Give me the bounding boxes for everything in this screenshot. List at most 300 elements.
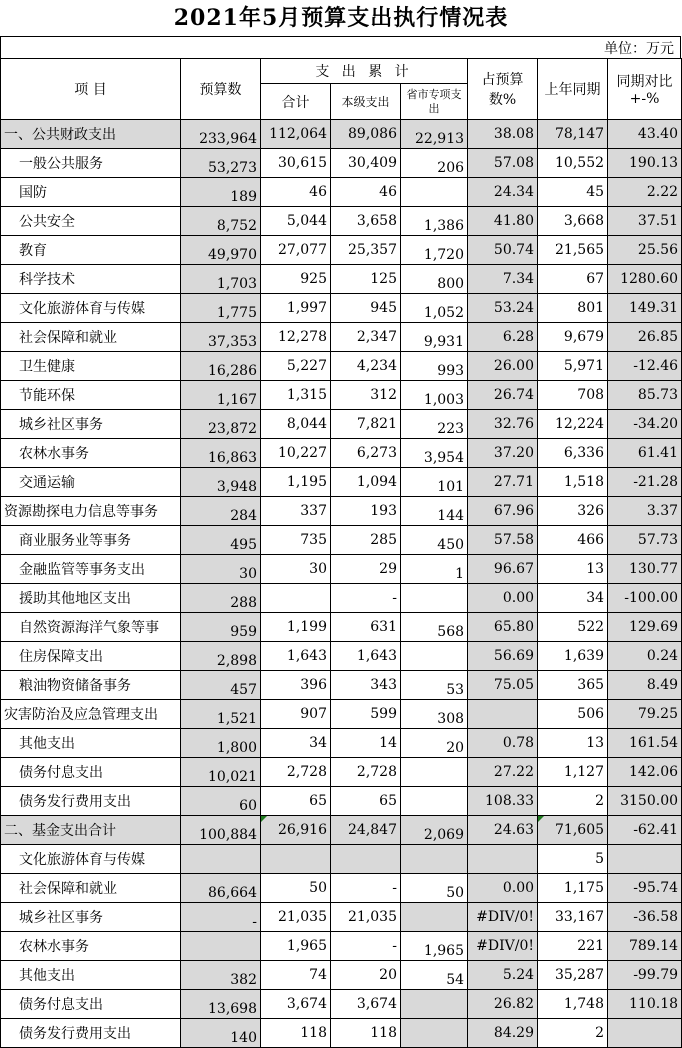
cell-total: 396 [261,671,331,700]
cell-ratio: 7.34 [468,265,538,294]
row-label: 援助其他地区支出 [1,584,181,613]
cell-last: 1,127 [538,758,608,787]
cell-budget: 288 [181,584,261,613]
cell-own: 285 [331,526,401,555]
row-label: 商业服务业等事务 [1,526,181,555]
cell-yoy: 57.73 [608,526,682,555]
cell-own: 118 [331,1019,401,1048]
row-label: 住房保障支出 [1,642,181,671]
cell-yoy: -36.58 [608,903,682,932]
row-label: 城乡社区事务 [1,903,181,932]
cell-yoy: 61.41 [608,439,682,468]
cell-ratio: 57.08 [468,149,538,178]
cell-total: 30 [261,555,331,584]
cell-own: - [331,874,401,903]
table-row [1,120,682,149]
cell-yoy: -95.74 [608,874,682,903]
cell-last: 801 [538,294,608,323]
cell-own: 2,728 [331,758,401,787]
cell-total: 118 [261,1019,331,1048]
table-row [1,439,682,468]
cell-own: 30,409 [331,149,401,178]
cell-ratio: 0.00 [468,584,538,613]
cell-budget: - [181,903,261,932]
cell-own: 25,357 [331,236,401,265]
cell-special [401,584,468,613]
cell-budget: 189 [181,178,261,207]
cell-own: 125 [331,265,401,294]
header-ratio: 占预算数% [468,59,538,120]
cell-own [331,845,401,874]
cell-special: 450 [401,526,468,555]
cell-last: 2 [538,787,608,816]
table-row [1,410,682,439]
cell-total: 5,044 [261,207,331,236]
cell-special: 9,931 [401,323,468,352]
table-row [1,961,682,990]
cell-last: 13 [538,729,608,758]
cell-yoy: 161.54 [608,729,682,758]
cell-yoy: -62.41 [608,816,682,845]
row-label: 灾害防治及应急管理支出 [1,700,181,729]
cell-ratio: 56.69 [468,642,538,671]
table-row [1,468,682,497]
table-row [1,816,682,845]
unit-label: 单位：万元 [604,41,674,57]
row-label: 农林水事务 [1,932,181,961]
cell-ratio: 75.05 [468,671,538,700]
cell-total: 46 [261,178,331,207]
table-row [1,526,682,555]
row-label: 交通运输 [1,468,181,497]
table-row [1,932,682,961]
table-row [1,671,682,700]
cell-special: 993 [401,352,468,381]
table-row [1,990,682,1019]
row-label: 债务发行费用支出 [1,787,181,816]
cell-budget: 49,970 [181,236,261,265]
cell-total: 1,643 [261,642,331,671]
cell-total [261,845,331,874]
cell-budget: 3,948 [181,468,261,497]
cell-total: 65 [261,787,331,816]
table-row [1,903,682,932]
cell-budget: 495 [181,526,261,555]
cell-special: 101 [401,468,468,497]
table-row [1,700,682,729]
cell-special: 144 [401,497,468,526]
cell-budget: 13,698 [181,990,261,1019]
row-label: 国防 [1,178,181,207]
header-own: 本级支出 [331,84,401,120]
cell-ratio: 26.00 [468,352,538,381]
cell-last: 33,167 [538,903,608,932]
cell-yoy: 129.69 [608,613,682,642]
cell-last: 5,971 [538,352,608,381]
cell-ratio: 27.22 [468,758,538,787]
cell-total: 2,728 [261,758,331,787]
cell-total: 907 [261,700,331,729]
cell-special [401,845,468,874]
row-label: 其他支出 [1,961,181,990]
cell-last: 1,175 [538,874,608,903]
cell-last: 10,552 [538,149,608,178]
cell-total: 12,278 [261,323,331,352]
cell-yoy: -12.46 [608,352,682,381]
table-row [1,323,682,352]
row-label: 债务付息支出 [1,758,181,787]
row-label: 一般公共服务 [1,149,181,178]
cell-last: 34 [538,584,608,613]
cell-last: 78,147 [538,120,608,149]
cell-total: 337 [261,497,331,526]
cell-yoy: -21.28 [608,468,682,497]
cell-own: 46 [331,178,401,207]
cell-ratio: 53.24 [468,294,538,323]
cell-yoy: 85.73 [608,381,682,410]
cell-ratio: 32.76 [468,410,538,439]
cell-last: 71,605 [538,816,608,845]
cell-budget: 1,800 [181,729,261,758]
cell-last: 12,224 [538,410,608,439]
cell-special [401,787,468,816]
cell-total: 10,227 [261,439,331,468]
cell-own: 945 [331,294,401,323]
cell-last: 13 [538,555,608,584]
cell-special: 1 [401,555,468,584]
row-label: 自然资源海洋气象等事 [1,613,181,642]
cell-last: 45 [538,178,608,207]
cell-budget: 284 [181,497,261,526]
cell-total: 26,916 [261,816,331,845]
cell-last: 522 [538,613,608,642]
cell-own: 6,273 [331,439,401,468]
cell-budget: 1,775 [181,294,261,323]
table-row [1,729,682,758]
table-row [1,265,682,294]
cell-total: 1,195 [261,468,331,497]
cell-own: 3,658 [331,207,401,236]
cell-ratio: 6.28 [468,323,538,352]
row-label: 文化旅游体育与传媒 [1,845,181,874]
row-label: 债务付息支出 [1,990,181,1019]
cell-yoy: 37.51 [608,207,682,236]
cell-ratio: 38.08 [468,120,538,149]
cell-special: 1,003 [401,381,468,410]
cell-last: 35,287 [538,961,608,990]
cell-ratio: 5.24 [468,961,538,990]
cell-special: 568 [401,613,468,642]
page-title: 2021年5月预算支出执行情况表 [173,5,509,31]
cell-budget: 457 [181,671,261,700]
cell-yoy: 3.37 [608,497,682,526]
cell-yoy: 3150.00 [608,787,682,816]
cell-yoy: 0.24 [608,642,682,671]
cell-own: - [331,584,401,613]
header-cumulative: 支 出 累 计 [261,59,468,84]
cell-ratio: 26.82 [468,990,538,1019]
cell-total: 21,035 [261,903,331,932]
table-row [1,758,682,787]
row-label: 公共安全 [1,207,181,236]
cell-yoy: 130.77 [608,555,682,584]
cell-special: 3,954 [401,439,468,468]
cell-yoy: 149.31 [608,294,682,323]
cell-yoy: 789.14 [608,932,682,961]
cell-yoy [608,845,682,874]
row-label: 社会保障和就业 [1,874,181,903]
cell-budget: 233,964 [181,120,261,149]
cell-total [261,584,331,613]
cell-own: 343 [331,671,401,700]
cell-own: 312 [331,381,401,410]
cell-total: 735 [261,526,331,555]
cell-own: 3,674 [331,990,401,1019]
cell-special [401,758,468,787]
row-label: 城乡社区事务 [1,410,181,439]
row-label: 文化旅游体育与传媒 [1,294,181,323]
cell-budget: 382 [181,961,261,990]
cell-special: 53 [401,671,468,700]
row-label: 农林水事务 [1,439,181,468]
cell-total: 1,965 [261,932,331,961]
cell-special: 22,913 [401,120,468,149]
table-row [1,497,682,526]
cell-own: 14 [331,729,401,758]
cell-last: 6,336 [538,439,608,468]
cell-ratio: 96.67 [468,555,538,584]
header-row-1 [1,59,682,84]
cell-last: 365 [538,671,608,700]
cell-ratio: 24.34 [468,178,538,207]
cell-budget: 8,752 [181,207,261,236]
cell-budget: 1,521 [181,700,261,729]
row-label: 二、基金支出合计 [1,816,181,845]
cell-own: 2,347 [331,323,401,352]
cell-own: - [331,932,401,961]
cell-last: 466 [538,526,608,555]
cell-ratio: 67.96 [468,497,538,526]
cell-last: 5 [538,845,608,874]
cell-own: 29 [331,555,401,584]
cell-own: 24,847 [331,816,401,845]
cell-last: 326 [538,497,608,526]
cell-special [401,1019,468,1048]
cell-special: 206 [401,149,468,178]
row-label: 一、公共财政支出 [1,120,181,149]
cell-yoy: 79.25 [608,700,682,729]
cell-own: 65 [331,787,401,816]
row-label: 科学技术 [1,265,181,294]
cell-yoy: 142.06 [608,758,682,787]
cell-total: 5,227 [261,352,331,381]
table-row [1,613,682,642]
cell-own: 1,643 [331,642,401,671]
cell-own: 89,086 [331,120,401,149]
table-row [1,178,682,207]
table-row [1,1019,682,1048]
cell-total: 27,077 [261,236,331,265]
cell-budget: 100,884 [181,816,261,845]
cell-total: 50 [261,874,331,903]
cell-budget: 86,664 [181,874,261,903]
cell-special: 223 [401,410,468,439]
cell-budget: 16,286 [181,352,261,381]
table-row [1,236,682,265]
cell-special [401,903,468,932]
cell-last: 1,639 [538,642,608,671]
cell-yoy: 25.56 [608,236,682,265]
cell-last: 67 [538,265,608,294]
cell-last: 506 [538,700,608,729]
table-row [1,642,682,671]
table-row [1,149,682,178]
cell-special: 1,052 [401,294,468,323]
cell-yoy: -34.20 [608,410,682,439]
cell-ratio: #DIV/0! [468,932,538,961]
cell-ratio: 50.74 [468,236,538,265]
cell-own: 4,234 [331,352,401,381]
cell-budget: 30 [181,555,261,584]
cell-yoy: 43.40 [608,120,682,149]
cell-own: 7,821 [331,410,401,439]
cell-special [401,990,468,1019]
table-row [1,381,682,410]
cell-yoy: 1280.60 [608,265,682,294]
cell-yoy: 190.13 [608,149,682,178]
cell-total: 925 [261,265,331,294]
cell-own: 20 [331,961,401,990]
cell-last: 3,668 [538,207,608,236]
table-row [1,845,682,874]
cell-total: 34 [261,729,331,758]
cell-last: 708 [538,381,608,410]
cell-special: 1,386 [401,207,468,236]
cell-budget: 23,872 [181,410,261,439]
cell-budget: 2,898 [181,642,261,671]
cell-own: 599 [331,700,401,729]
cell-ratio: 41.80 [468,207,538,236]
unit-row [0,36,681,58]
cell-total: 3,674 [261,990,331,1019]
row-label: 金融监管等事务支出 [1,555,181,584]
cell-special: 308 [401,700,468,729]
cell-budget: 1,703 [181,265,261,294]
cell-ratio: 84.29 [468,1019,538,1048]
row-label: 社会保障和就业 [1,323,181,352]
cell-budget: 37,353 [181,323,261,352]
cell-last: 1,748 [538,990,608,1019]
cell-own: 21,035 [331,903,401,932]
cell-special: 50 [401,874,468,903]
row-label: 教育 [1,236,181,265]
cell-special: 54 [401,961,468,990]
cell-ratio: 57.58 [468,526,538,555]
cell-special [401,642,468,671]
cell-total: 1,199 [261,613,331,642]
cell-ratio [468,845,538,874]
cell-total: 112,064 [261,120,331,149]
cell-ratio: 37.20 [468,439,538,468]
row-label: 资源勘探电力信息等事务 [1,497,181,526]
table-row [1,555,682,584]
row-label: 债务发行费用支出 [1,1019,181,1048]
cell-budget [181,932,261,961]
cell-ratio: 65.80 [468,613,538,642]
cell-yoy [608,1019,682,1048]
cell-total: 1,315 [261,381,331,410]
cell-own: 1,094 [331,468,401,497]
cell-total: 74 [261,961,331,990]
cell-last: 1,518 [538,468,608,497]
table-row [1,584,682,613]
cell-yoy: 2.22 [608,178,682,207]
cell-yoy: -99.79 [608,961,682,990]
cell-yoy: 8.49 [608,671,682,700]
header-special: 省市专项支出 [401,84,468,120]
row-label: 粮油物资储备事务 [1,671,181,700]
table-row [1,874,682,903]
cell-ratio: 26.74 [468,381,538,410]
header-total: 合计 [261,84,331,120]
cell-budget: 60 [181,787,261,816]
cell-last: 9,679 [538,323,608,352]
cell-ratio [468,700,538,729]
cell-own: 631 [331,613,401,642]
cell-special: 2,069 [401,816,468,845]
header-last-year: 上年同期 [538,59,608,120]
cell-yoy: 26.85 [608,323,682,352]
row-label: 卫生健康 [1,352,181,381]
cell-budget: 959 [181,613,261,642]
row-label: 其他支出 [1,729,181,758]
table-row [1,207,682,236]
cell-own: 193 [331,497,401,526]
cell-ratio: 27.71 [468,468,538,497]
table-row [1,352,682,381]
header-item: 项 目 [1,59,181,120]
cell-special: 800 [401,265,468,294]
cell-budget: 16,863 [181,439,261,468]
header-yoy: 同期对比+-% [608,59,682,120]
cell-ratio: 24.63 [468,816,538,845]
cell-total: 1,997 [261,294,331,323]
header-budget: 预算数 [181,59,261,120]
cell-ratio: 0.78 [468,729,538,758]
cell-special: 1,720 [401,236,468,265]
cell-special: 20 [401,729,468,758]
cell-special [401,178,468,207]
cell-ratio: #DIV/0! [468,903,538,932]
budget-table [0,58,682,1048]
cell-budget: 53,273 [181,149,261,178]
cell-yoy: -100.00 [608,584,682,613]
cell-budget: 140 [181,1019,261,1048]
row-label: 节能环保 [1,381,181,410]
cell-total: 30,615 [261,149,331,178]
cell-budget: 1,167 [181,381,261,410]
cell-last: 2 [538,1019,608,1048]
cell-budget [181,845,261,874]
cell-ratio: 108.33 [468,787,538,816]
table-row [1,787,682,816]
cell-total: 8,044 [261,410,331,439]
cell-last: 221 [538,932,608,961]
cell-last: 21,565 [538,236,608,265]
cell-budget: 10,021 [181,758,261,787]
cell-yoy: 110.18 [608,990,682,1019]
cell-special: 1,965 [401,932,468,961]
